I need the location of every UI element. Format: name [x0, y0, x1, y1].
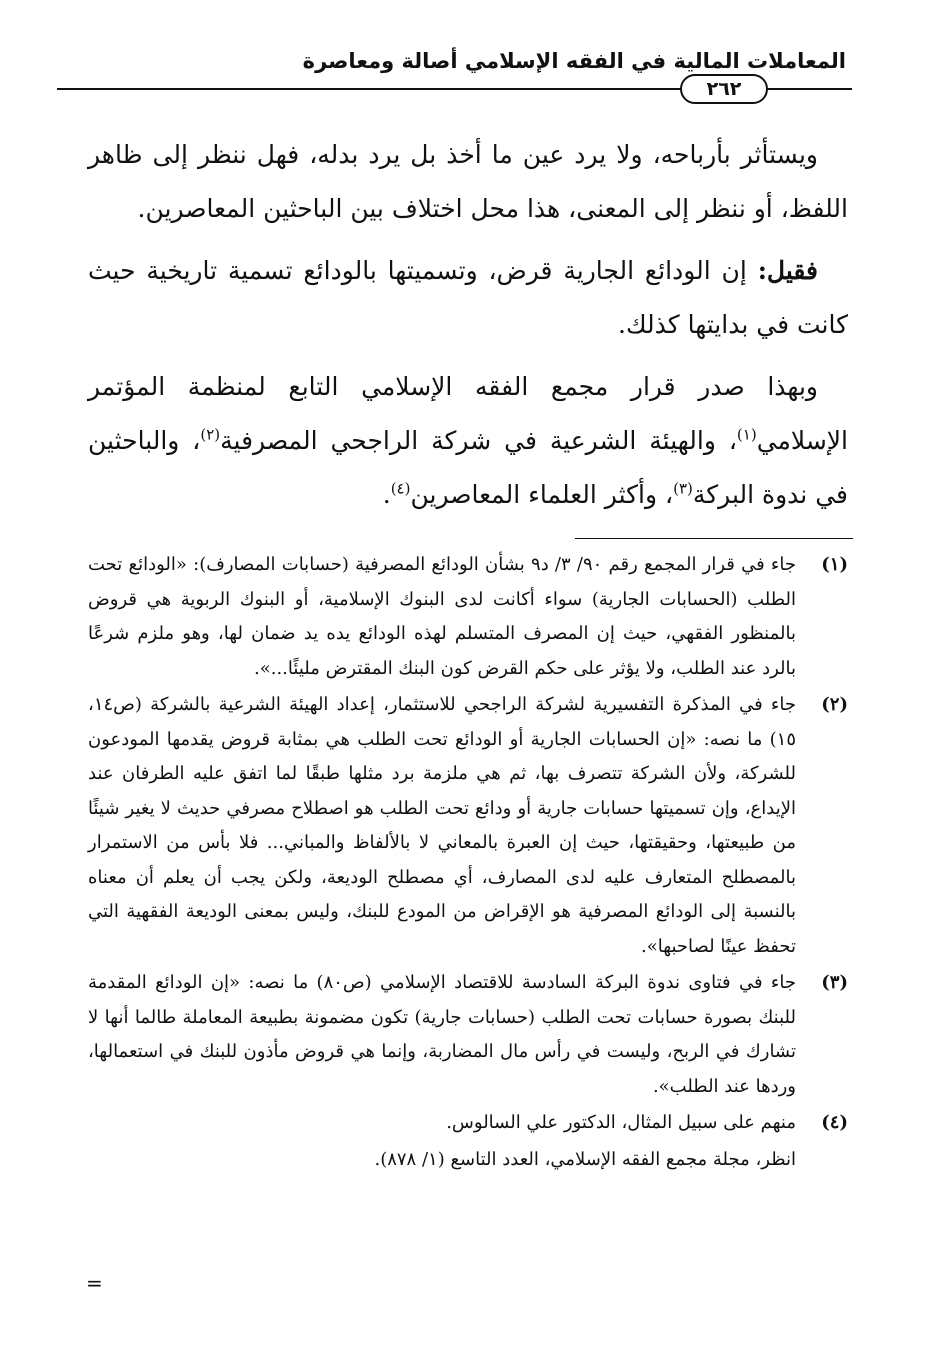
paragraph-2	[88, 244, 848, 352]
footnote-ref-3[interactable]: (٣)	[673, 479, 693, 498]
paragraph-3-part-3: ، والباحثين في ندوة البركة	[88, 426, 848, 509]
footnote-separator	[575, 538, 853, 539]
footnote-2	[88, 688, 848, 964]
paragraph-3-part-5: .	[382, 480, 391, 509]
footnote-number: (٢)	[821, 694, 848, 715]
footnote-number: (٤)	[821, 1112, 848, 1133]
continuation-mark: =	[86, 1271, 103, 1295]
footnote-number: (١)	[821, 554, 848, 575]
paragraph-2-keyword: فقيل:	[757, 256, 818, 285]
main-text	[88, 128, 848, 522]
paragraph-1: ويستأثر بأرباحه، ولا يرد عين ما أخذ بل يرد بدله، فهل ننظر إلى ظاهر اللفظ، أو ننظر إلى المعنى، هذا محل اختلاف بين الباحثين المعاصرين.	[88, 140, 848, 223]
paragraph-2-text: إن الودائع الجارية قرض، وتسميتها بالودائع تسمية تاريخية حيث كانت في بدايتها كذلك.	[88, 256, 848, 339]
footnotes	[88, 548, 848, 1177]
paragraph-3-part-4: ، وأكثر العلماء المعاصرين	[410, 480, 674, 509]
footnote-ref-4[interactable]: (٤)	[390, 479, 411, 498]
footnote-3	[88, 966, 848, 1104]
footnote-text: جاء في قرار المجمع رقم ٩٠/ ٣/ د٩ بشأن الودائع المصرفية (حسابات المصارف): «الودائع تحت الطلب (الحسابات الجارية) سواء أكانت لدى البنوك الإسلامية، أو البنوك الربوية هي قروض بالمنظور الفقهي، حيث إن المصرف المتسلم لهذه الودائع يده يد ضمان لها، وهو ملزم شرعًا بالرد عند الطلب، ولا يؤثر على حكم القرض كون البنك المقترض مليئًا...».	[88, 554, 797, 679]
footnote-text: جاء في المذكرة التفسيرية لشركة الراجحي للاستثمار، إعداد الهيئة الشرعية بالشركة (ص١٤، ١٥) ما نصه: «إن الحسابات الجارية أو الودائع تحت الطلب هي بمثابة قروض يقدمها المودعون للشركة، ولأن الشركة تتصرف بها، ثم هي ملزمة برد مثلها طبقًا لما اتفق عليه الطرفان عند الإيداع، وإن تسميتها حسابات جارية أو ودائع تحت الطلب هو اصطلاح مصرفي حديث لا يغير شيئًا من طبيعتها، وحقيقتها، حيث إن العبرة بالمعاني لا بالألفاظ والمباني... فلا بأس من الاستمرار بالمصطلح المتعارف عليه لدى المصارف، أي مصطلح الوديعة، ولكن يجب أن يعلم أن معناه بالنسبة إلى الودائع المصرفية هو الإقراض من المودع للبنك، وليس بمعنى الوديعة الفقهية التي تحفظ عينًا لصاحبها».	[88, 694, 796, 957]
footnote-ref-1[interactable]: (١)	[736, 425, 757, 444]
page-number: ٢٦٢	[680, 74, 768, 104]
footnote-number: (٣)	[821, 972, 848, 993]
paragraph-3-part-1: وبهذا صدر قرار مجمع الفقه الإسلامي التابع لمنظمة المؤتمر الإسلامي	[88, 372, 848, 455]
paragraph-3-part-2: ، والهيئة الشرعية في شركة الراجحي المصرفية	[220, 426, 737, 455]
footnote-4	[88, 1106, 848, 1141]
footnote-1	[88, 548, 848, 686]
footnote-ref-2[interactable]: (٢)	[200, 425, 221, 444]
running-title: المعاملات المالية في الفقه الإسلامي أصالة ومعاصرة	[302, 49, 846, 73]
footnote-text: جاء في فتاوى ندوة البركة السادسة للاقتصاد الإسلامي (ص٨٠) ما نصه: «إن الودائع المقدمة للبنك بصورة حسابات تحت الطلب (حسابات جارية) تكون مضمونة بطبيعة المعاملة طالما أنها لا تشارك في الربح، وليست في رأس مال المضاربة، وإنما هي قروض مأذون للبنك في استعمالها، وردها عند الطلب».	[88, 972, 796, 1097]
footnote-4-source: انظر، مجلة مجمع الفقه الإسلامي، العدد التاسع (١/ ٨٧٨).	[374, 1148, 796, 1170]
footnote-text: منهم على سبيل المثال، الدكتور علي السالوس.	[446, 1112, 796, 1133]
paragraph-3	[88, 360, 848, 522]
